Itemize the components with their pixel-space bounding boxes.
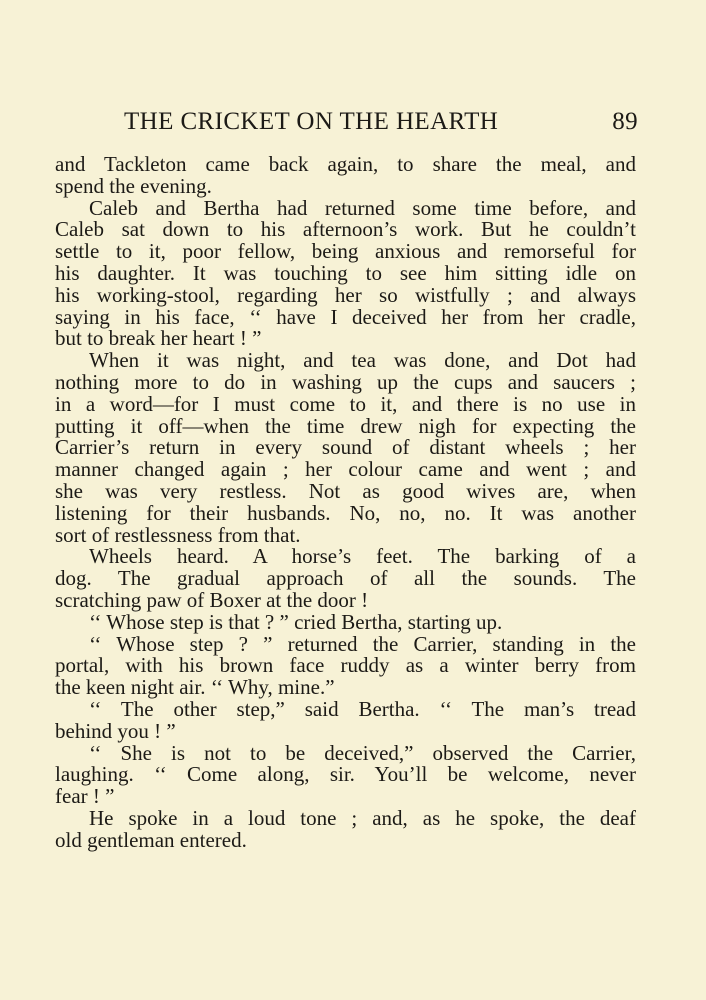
text-line: Caleb sat down to his afternoon’s work. But he couldn’t xyxy=(55,217,636,242)
text-line: in a word—for I must come to it, and there is no use in xyxy=(55,391,636,416)
text-line: nothing more to do in washing up the cups and saucers ; xyxy=(55,369,636,394)
running-head xyxy=(124,106,638,138)
paragraph xyxy=(55,609,636,634)
text-line: listening for their husbands. No, no, no. It was another xyxy=(55,500,636,525)
text-line: ‘‘ Whose step is that ? ” cried Bertha, starting up. xyxy=(89,609,503,634)
text-line: Caleb and Bertha had returned some time before, and xyxy=(89,195,636,220)
text-line: portal, with his brown face ruddy as a winter berry from xyxy=(55,653,636,678)
text-line: fear ! ” xyxy=(55,784,115,809)
text-line: she was very restless. Not as good wives are, when xyxy=(55,478,636,503)
text-line: the keen night air. ‘‘ Why, mine.” xyxy=(55,675,335,700)
paragraph xyxy=(55,631,636,700)
text-line: and Tackleton came back again, to share the meal, and xyxy=(55,152,636,176)
text-line: Wheels heard. A horse’s feet. The barking of a xyxy=(89,544,636,569)
paragraph xyxy=(55,350,636,546)
text-line: He spoke in a loud tone ; and, as he spoke, the deaf xyxy=(89,805,636,830)
text-line: spend the evening. xyxy=(55,173,212,198)
text-line: dog. The gradual approach of all the sounds. The xyxy=(55,566,636,591)
text-line: ‘‘ Whose step ? ” returned the Carrier, standing in the xyxy=(89,631,636,656)
text-line: putting it off—when the time drew nigh for expecting the xyxy=(55,413,636,438)
text-line: ‘‘ She is not to be deceived,” observed the Carrier, xyxy=(89,740,636,765)
text-line: laughing. ‘‘ Come along, sir. You’ll be welcome, never xyxy=(55,762,636,787)
paragraph xyxy=(55,546,636,611)
text-line: manner changed again ; her colour came and went ; and xyxy=(55,457,636,482)
text-line: sort of restlessness from that. xyxy=(55,522,301,547)
text-line: settle to it, poor fellow, being anxious and remorseful for xyxy=(55,239,636,264)
text-line: Carrier’s return in every sound of distant wheels ; her xyxy=(55,435,636,460)
page-number: 89 xyxy=(612,108,638,135)
text-line: When it was night, and tea was done, and Dot had xyxy=(89,348,636,373)
text-line: saying in his face, ‘‘ have I deceived her from her cradle, xyxy=(55,304,636,329)
paragraph xyxy=(55,740,636,809)
paragraph xyxy=(55,195,636,351)
running-title: THE CRICKET ON THE HEARTH xyxy=(124,108,499,135)
text-line: his working-stool, regarding her so wistfully ; and always xyxy=(55,282,636,307)
paragraph xyxy=(55,805,636,852)
text-line: ‘‘ The other step,” said Bertha. ‘‘ The man’s tread xyxy=(89,696,636,721)
paragraph xyxy=(55,696,636,743)
text-line: his daughter. It was touching to see him sitting idle on xyxy=(55,260,636,285)
paragraph xyxy=(55,154,636,198)
text-line: behind you ! ” xyxy=(55,718,176,743)
text-line: but to break her heart ! ” xyxy=(55,326,262,351)
text-line: scratching paw of Boxer at the door ! xyxy=(55,587,369,612)
body-text xyxy=(55,154,636,852)
text-line: old gentleman entered. xyxy=(55,827,247,852)
